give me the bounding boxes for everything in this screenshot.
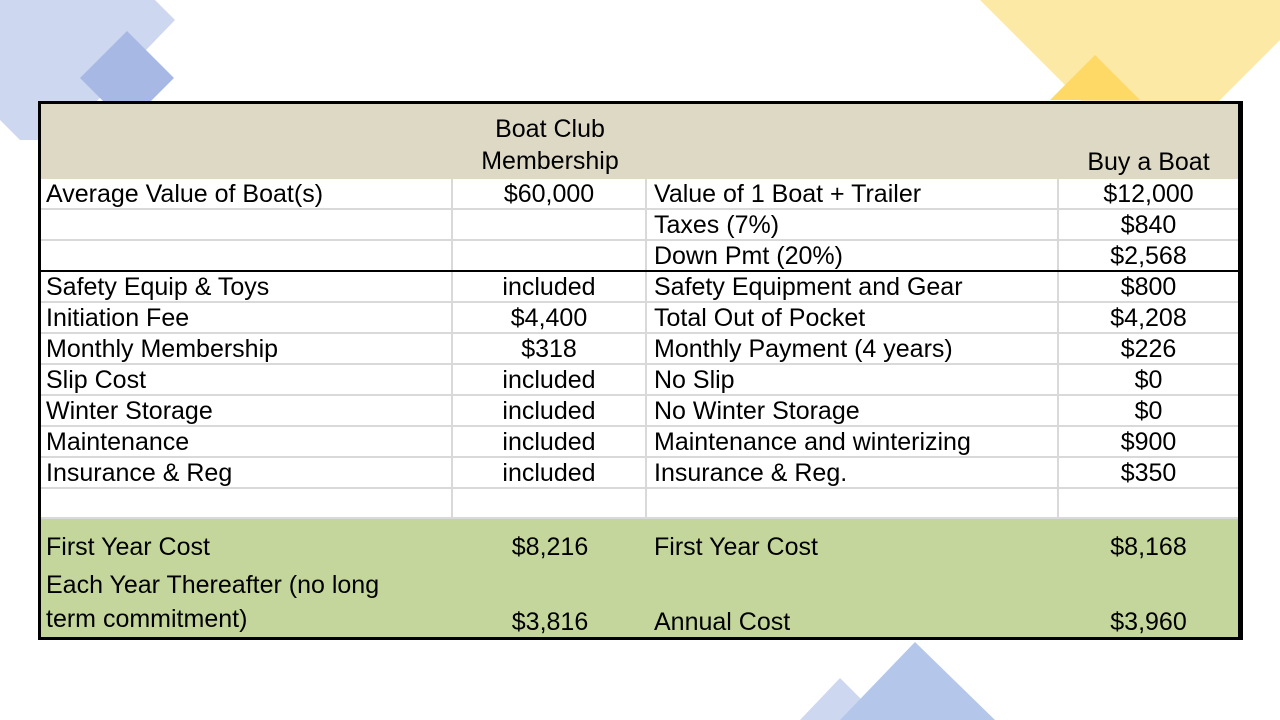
club-item-value: included — [453, 365, 647, 394]
buy-item-value: $4,208 — [1110, 304, 1187, 332]
table-row — [41, 210, 1238, 241]
club-item-value — [453, 210, 647, 239]
table-row — [41, 489, 1238, 519]
decorative-shapes-bottom — [790, 640, 1050, 720]
buy-item-label: Maintenance and winterizing — [647, 427, 1059, 456]
club-item-value: included — [453, 396, 647, 425]
buy-annual-label: Annual Cost — [654, 608, 791, 636]
buy-item-value: $0 — [1134, 397, 1163, 425]
table-row — [41, 365, 1238, 396]
club-item-value: $4,400 — [453, 303, 647, 332]
header-club-line1: Boat Club — [495, 115, 605, 143]
table-row — [41, 334, 1238, 365]
club-item-value: included — [453, 458, 647, 487]
club-item-value: included — [453, 427, 647, 456]
club-item-label: Average Value of Boat(s) — [41, 179, 453, 208]
buy-item-label: Total Out of Pocket — [647, 303, 1059, 332]
buy-item-value: $900 — [1120, 428, 1177, 456]
buy-item-label: Safety Equipment and Gear — [647, 272, 1059, 301]
table-header-row — [41, 104, 1238, 179]
club-item-value — [453, 241, 647, 270]
table-row — [41, 427, 1238, 458]
club-item-label — [41, 241, 453, 270]
club-thereafter-line1: Each Year Thereafter (no long — [46, 571, 380, 599]
club-item-label: Monthly Membership — [41, 334, 453, 363]
buy-item-value: $350 — [1120, 459, 1177, 487]
buy-item-value: $0 — [1134, 366, 1163, 394]
header-buy-a-boat: Buy a Boat — [1087, 148, 1210, 176]
buy-item-label: Value of 1 Boat + Trailer — [647, 179, 1059, 208]
club-thereafter-line2: term commitment) — [46, 605, 248, 633]
summary-first-year-row — [41, 519, 1238, 566]
club-first-year-value: $8,216 — [511, 533, 589, 561]
buy-first-year-label: First Year Cost — [654, 533, 818, 561]
club-first-year-label: First Year Cost — [46, 533, 210, 561]
club-thereafter-label — [41, 566, 453, 637]
table-row — [41, 396, 1238, 427]
table-row — [41, 241, 1238, 272]
club-item-value — [453, 489, 647, 517]
buy-item-label: Taxes (7%) — [647, 210, 1059, 239]
buy-item-value: $12,000 — [1103, 180, 1194, 208]
table-row — [41, 272, 1238, 303]
buy-annual-value: $3,960 — [1110, 608, 1187, 636]
buy-item-label: Insurance & Reg. — [647, 458, 1059, 487]
buy-item-value: $226 — [1120, 335, 1177, 363]
header-club-line2: Membership — [481, 147, 619, 175]
buy-first-year-value: $8,168 — [1110, 533, 1187, 561]
buy-item-label — [647, 489, 1059, 517]
club-item-label: Slip Cost — [41, 365, 453, 394]
club-thereafter-value: $3,816 — [511, 608, 589, 636]
table-row — [41, 458, 1238, 489]
club-item-label: Safety Equip & Toys — [41, 272, 453, 301]
club-item-value: $60,000 — [453, 179, 647, 208]
table-row — [41, 303, 1238, 334]
table-row — [41, 179, 1238, 210]
header-boat-club-membership — [453, 104, 647, 179]
comparison-table — [38, 101, 1243, 640]
club-item-label: Maintenance — [41, 427, 453, 456]
buy-item-label: Down Pmt (20%) — [647, 241, 1059, 270]
buy-item-label: No Winter Storage — [647, 396, 1059, 425]
buy-item-value: $800 — [1120, 273, 1177, 301]
club-item-label: Winter Storage — [41, 396, 453, 425]
club-item-label: Initiation Fee — [41, 303, 453, 332]
club-item-label: Insurance & Reg — [41, 458, 453, 487]
buy-item-value — [1059, 489, 1238, 517]
buy-item-value: $840 — [1120, 211, 1177, 239]
club-item-label — [41, 210, 453, 239]
decorative-shapes-top-right — [980, 0, 1280, 110]
buy-item-label: No Slip — [647, 365, 1059, 394]
club-item-value: included — [453, 272, 647, 301]
buy-item-value: $2,568 — [1110, 242, 1187, 270]
summary-annual-row — [41, 566, 1238, 637]
club-item-label — [41, 489, 453, 517]
buy-item-label: Monthly Payment (4 years) — [647, 334, 1059, 363]
club-item-value: $318 — [453, 334, 647, 363]
